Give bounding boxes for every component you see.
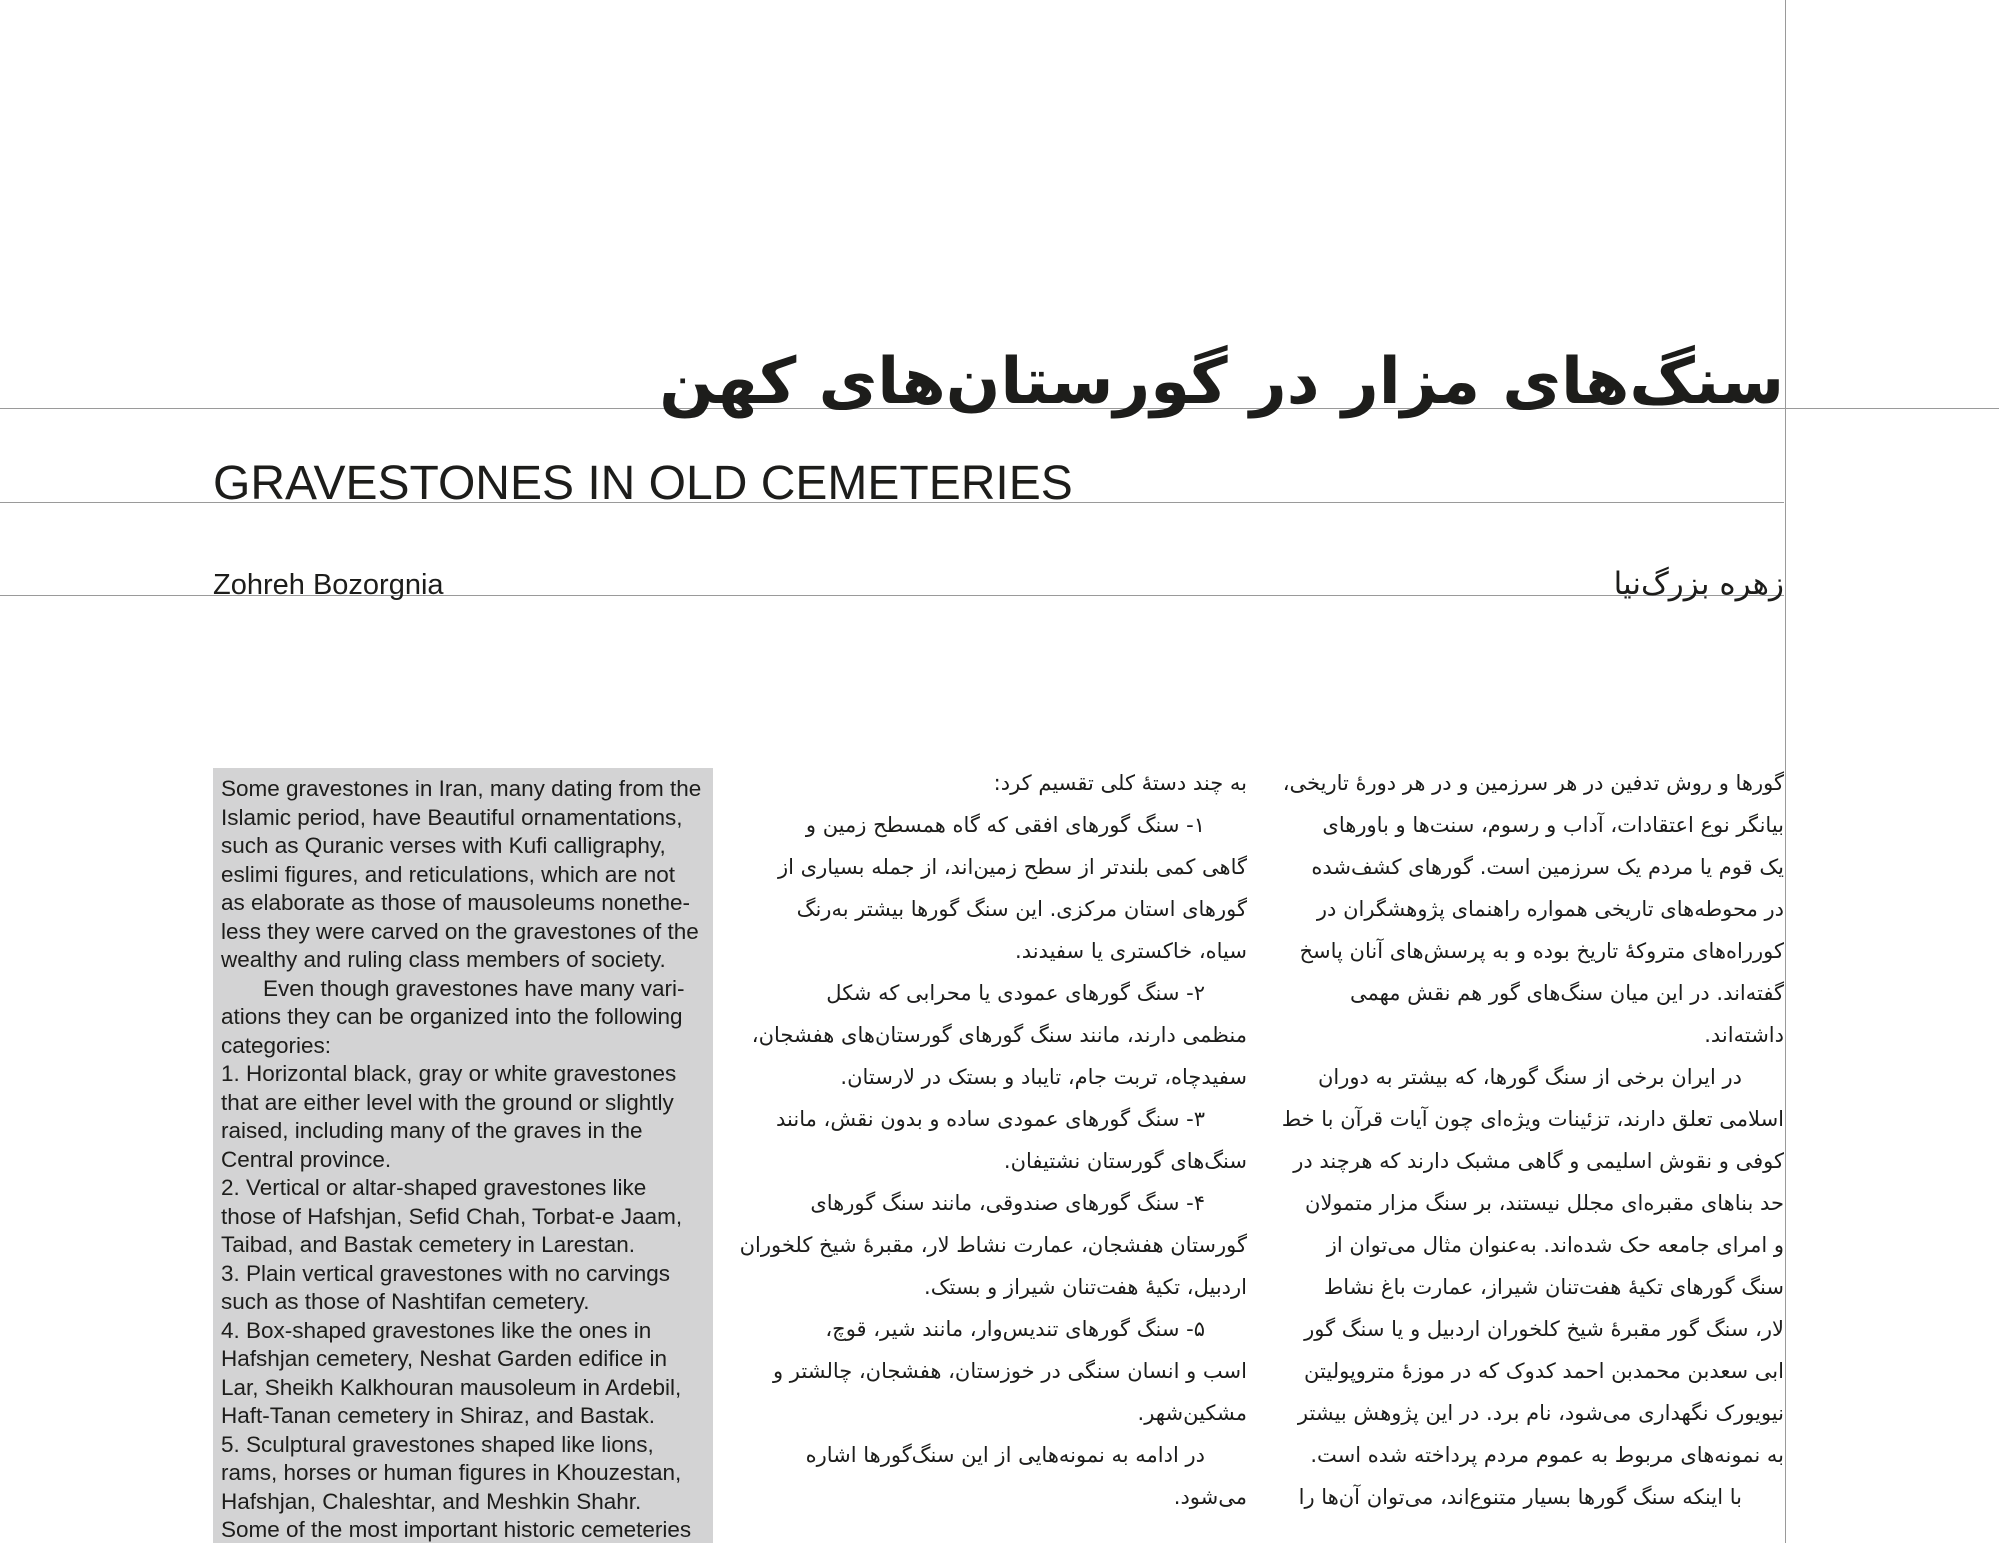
- english-text-line: categories:: [221, 1032, 332, 1058]
- persian-text-line: گفته‌اند. در این میان سنگ‌های گور هم نقش مهمی: [1349, 981, 1784, 1005]
- english-text-line: Some gravestones in Iran, many dating from the: [221, 776, 702, 801]
- persian-text-line: و امرای جامعه حک شده‌اند. به‌عنوان مثال می‌توان از: [1326, 1233, 1784, 1257]
- english-text-line: those of Hafshjan, Sefid Chah, Torbat-e Jaam,: [221, 1203, 683, 1229]
- persian-text-line: ابی سعدبن محمدبن احمد کدوک که در موزهٔ متروپولیتن: [1304, 1359, 1784, 1383]
- persian-text-line: به نمونه‌های مربوط به عموم مردم پرداخته شده است.: [1310, 1443, 1784, 1467]
- persian-text-line: سنگ‌های گورستان نشتیفان.: [1003, 1149, 1247, 1173]
- english-text-line: such as those of Nashtifan cemetery.: [221, 1289, 590, 1314]
- english-text-line: 4. Box-shaped gravestones like the ones in: [221, 1317, 652, 1343]
- persian-text-line: ۱- سنگ گورهای افقی که گاه همسطح زمین و: [805, 813, 1205, 837]
- persian-text-line: کورراه‌های متروکهٔ تاریخ بوده و به پرسش‌های آنان پاسخ: [1299, 939, 1784, 963]
- english-text-line: Central province.: [221, 1146, 392, 1172]
- english-text-line: less they were carved on the gravestones of the: [221, 918, 699, 944]
- persian-text-line: در ایران برخی از سنگ گورها، که بیشتر به دوران: [1317, 1065, 1742, 1089]
- persian-text-line: منظمی دارند، مانند سنگ گورهای گورستان‌های هفشجان،: [751, 1023, 1247, 1047]
- english-abstract-box: [213, 768, 713, 1543]
- persian-text-line: می‌شود.: [1173, 1485, 1247, 1509]
- persian-text-line: کوفی و نقوش اسلیمی و گاهی مشبک دارند که هرچند در: [1293, 1149, 1784, 1173]
- persian-text-line: مشکین‌شهر.: [1137, 1401, 1247, 1425]
- persian-text-line: ۳- سنگ گورهای عمودی ساده و بدون نقش، مانند: [776, 1107, 1205, 1131]
- english-text-line: Lar, Sheikh Kalkhouran mausoleum in Ardebil,: [221, 1374, 682, 1400]
- persian-text-line: ۲- سنگ گورهای عمودی یا محرابی که شکل: [826, 981, 1205, 1005]
- english-text-line: Haft-Tanan cemetery in Shiraz, and Bastak.: [221, 1403, 655, 1428]
- persian-text-line: اسب و انسان سنگی در خوزستان، هفشجان، چالشتر و: [772, 1359, 1247, 1383]
- persian-column-middle: [739, 762, 1247, 1518]
- persian-text-line: گاهی کمی بلندتر از سطح زمین‌اند، از جمله بسیاری از: [777, 855, 1247, 879]
- persian-text-line: در محوطه‌های تاریخی همواره راهنمای پژوهشگران در: [1316, 897, 1784, 921]
- author-name-english: Zohreh Bozorgnia: [213, 569, 444, 601]
- persian-text-line: لار، سنگ گور مقبرهٔ شیخ کلخوران اردبیل و یا سنگ گور: [1304, 1317, 1784, 1341]
- english-text-line: Even though gravestones have many vari-: [263, 975, 685, 1001]
- english-text-line: eslimi figures, and reticulations, which are not: [221, 861, 675, 887]
- english-text-line: raised, including many of the graves in the: [221, 1118, 643, 1143]
- persian-text-line: بیانگر نوع اعتقادات، آداب و رسوم، سنت‌ها و باورهای: [1322, 813, 1784, 837]
- persian-text-line: با اینکه سنگ گورها بسیار متنوع‌اند، می‌توان آن‌ها را: [1298, 1485, 1742, 1509]
- english-text-line: Hafshjan, Chaleshtar, and Meshkin Shahr.: [221, 1488, 642, 1514]
- guide-line-vertical: [1785, 0, 1786, 1543]
- persian-text-line: اسلامی تعلق دارند، تزئینات ویژه‌ای چون آیات قرآن با خط: [1281, 1107, 1784, 1131]
- author-name-persian: زهره بزرگ‌نیا: [1613, 566, 1784, 602]
- english-text-line: wealthy and ruling class members of society.: [221, 947, 666, 972]
- persian-text-line: سنگ گورهای تکیهٔ هفت‌تنان شیراز، عمارت باغ نشاط: [1323, 1275, 1784, 1299]
- persian-text-line: ۵- سنگ گورهای تندیس‌وار، مانند شیر، قوچ،: [825, 1317, 1205, 1341]
- english-text-line: Hafshjan cemetery, Neshat Garden edifice in: [221, 1346, 668, 1371]
- english-text-line: 1. Horizontal black, gray or white gravestones: [221, 1061, 677, 1086]
- persian-text-line: سیاه، خاکستری یا سفیدند.: [1015, 939, 1247, 963]
- persian-text-line: سفیدچاه، تربت جام، تایباد و بستک در لارستان.: [840, 1065, 1247, 1089]
- persian-title: سنگ‌های مزار در گورستان‌های کهن: [659, 345, 1784, 419]
- persian-text-line: حد بناهای مقبره‌ای مجلل نیستند، بر سنگ مزار متمولان: [1305, 1191, 1784, 1215]
- persian-text-line: گورها و روش تدفین در هر سرزمین و در هر دورهٔ تاریخی،: [1282, 771, 1784, 795]
- persian-text-line: اردبیل، تکیهٔ هفت‌تنان شیراز و بستک.: [924, 1275, 1247, 1299]
- persian-text-line: گورستان هفشجان، عمارت نشاط لار، مقبرهٔ شیخ کلخوران: [739, 1233, 1247, 1257]
- english-text-line: as elaborate as those of mausoleums nonethe-: [221, 890, 691, 915]
- persian-text-line: داشته‌اند.: [1704, 1023, 1784, 1047]
- english-text-line: Some of the most important historic cemeteries: [221, 1517, 692, 1542]
- english-text-line: 5. Sculptural gravestones shaped like lions,: [221, 1431, 654, 1457]
- persian-text-line: در ادامه به نمونه‌هایی از این سنگ‌گورها اشاره: [805, 1443, 1205, 1467]
- persian-text-line: به چند دستهٔ کلی تقسیم کرد:: [993, 771, 1247, 795]
- persian-text-line: گورهای استان مرکزی. این سنگ گورها بیشتر به‌رنگ: [796, 897, 1247, 921]
- english-text-line: rams, horses or human figures in Khouzestan,: [221, 1460, 682, 1485]
- english-text-line: ations they can be organized into the following: [221, 1004, 683, 1029]
- persian-text-line: یک قوم یا مردم یک سرزمین است. گورهای کشف‌شده: [1311, 855, 1784, 879]
- english-text-line: that are either level with the ground or slightly: [221, 1089, 674, 1115]
- english-title: GRAVESTONES IN OLD CEMETERIES: [213, 457, 1073, 510]
- english-text-line: Taibad, and Bastak cemetery in Larestan.: [221, 1232, 635, 1257]
- english-text-line: such as Quranic verses with Kufi calligraphy,: [221, 833, 666, 858]
- english-text-line: 3. Plain vertical gravestones with no carvings: [221, 1260, 670, 1286]
- persian-text-line: ۴- سنگ گورهای صندوقی، مانند سنگ گورهای: [810, 1191, 1205, 1215]
- persian-text-line: نیویورک نگهداری می‌شود، نام برد. در این پژوهش بیشتر: [1297, 1401, 1784, 1425]
- persian-column-right: [1281, 762, 1784, 1518]
- english-text-line: 2. Vertical or altar-shaped gravestones like: [221, 1175, 647, 1200]
- english-text-line: Islamic period, have Beautiful ornamentations,: [221, 804, 683, 830]
